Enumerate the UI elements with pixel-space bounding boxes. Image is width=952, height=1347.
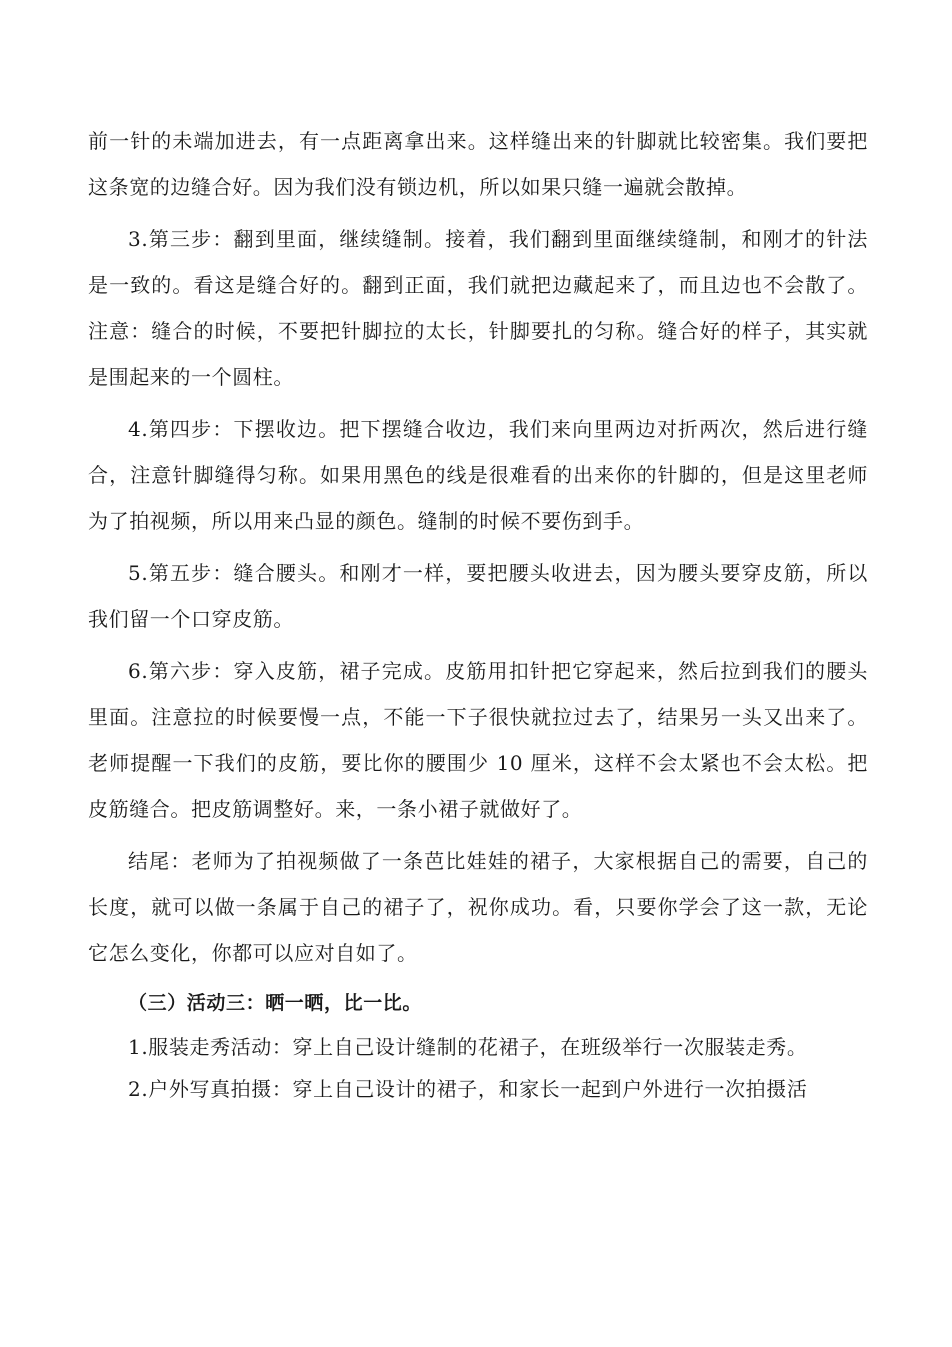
paragraph-step3: 3.第三步：翻到里面，继续缝制。接着，我们翻到里面继续缝制，和刚才的针法是一致的。看这是缝合好的。翻到正面，我们就把边藏起来了，而且边也不会散了。注意：缝合的时候，不要把针脚拉的太长，针脚要扎的匀称。缝合好的样子，其实就是围起来的一个圆柱。 <box>88 227 868 389</box>
paragraph-step5: 5.第五步：缝合腰头。和刚才一样，要把腰头收进去，因为腰头要穿皮筋，所以我们留一个口穿皮筋。 <box>88 561 868 631</box>
paragraph-ending: 结尾：老师为了拍视频做了一条芭比娃娃的裙子，大家根据自己的需要，自己的长度，就可以做一条属于自己的裙子了，祝你成功。看，只要你学会了这一款，无论它怎么变化，你都可以应对自如了。 <box>88 849 868 965</box>
paragraph-step6: 6.第六步：穿入皮筋，裙子完成。皮筋用扣针把它穿起来，然后拉到我们的腰头里面。注意拉的时候要慢一点，不能一下子很快就拉过去了，结果另一头又出来了。老师提醒一下我们的皮筋，要比你的腰围少 10 厘米，这样不会太紧也不会太松。把皮筋缝合。把皮筋调整好。来，一条小裙子就做好了。 <box>88 659 868 821</box>
section-heading-activity-3: （三）活动三：晒一晒，比一比。 <box>128 992 423 1014</box>
list-item-fashion-show: 1.服装走秀活动：穿上自己设计缝制的花裙子，在班级举行一次服装走秀。 <box>128 1035 808 1059</box>
paragraph-step2-continued: 前一针的未端加进去，有一点距离拿出来。这样缝出来的针脚就比较密集。我们要把这条宽的边缝合好。因为我们没有锁边机，所以如果只缝一遍就会散掉。 <box>88 129 868 199</box>
document-body <box>88 118 868 1110</box>
paragraph-step4: 4.第四步：下摆收边。把下摆缝合收边，我们来向里两边对折两次，然后进行缝合，注意针脚缝得匀称。如果用黑色的线是很难看的出来你的针脚的，但是这里老师为了拍视频，所以用来凸显的颜色。缝制的时候不要伤到手。 <box>88 417 868 533</box>
list-item-outdoor-photo: 2.户外写真拍摄：穿上自己设计的裙子，和家长一起到户外进行一次拍摄活 <box>128 1077 808 1101</box>
